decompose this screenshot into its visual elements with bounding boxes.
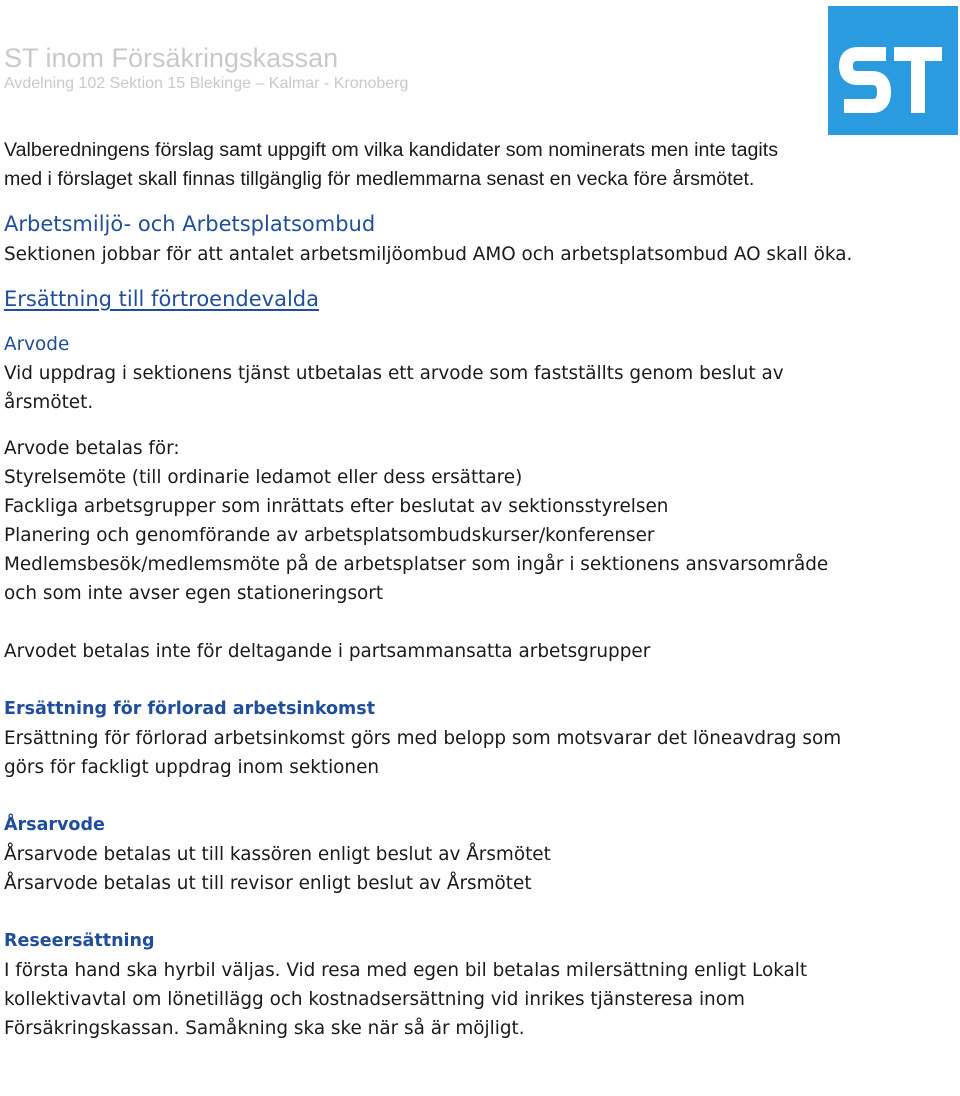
forlorad-text-1: Ersättning för förlorad arbetsinkomst görs med belopp som motsvarar det löneavdrag som (4, 728, 842, 749)
ersattning-heading: Ersättning till förtroendevalda (4, 287, 319, 311)
betalas-for-item: Fackliga arbetsgrupper som inrättats efter beslutat av sektionsstyrelsen (4, 496, 669, 517)
arsarvode-text-1: Årsarvode betalas ut till kassören enligt beslut av Årsmötet (4, 844, 551, 865)
org-subtitle: Avdelning 102 Sektion 15 Blekinge – Kalmar - Kronoberg (4, 75, 409, 92)
betalas-for-item: och som inte avser egen stationeringsort (4, 583, 384, 604)
forlorad-heading: Ersättning för förlorad arbetsinkomst (4, 699, 376, 719)
arvode-text-1: Vid uppdrag i sektionens tjänst utbetalas ett arvode som fastställts genom beslut av (4, 363, 784, 384)
arsarvode-text-2: Årsarvode betalas ut till revisor enligt beslut av Årsmötet (4, 873, 532, 894)
intro-line-1: Valberedningens förslag samt uppgift om vilka kandidater som nominerats men inte tagits (4, 139, 778, 161)
rese-heading: Reseersättning (4, 931, 155, 951)
ombud-heading: Arbetsmiljö- och Arbetsplatsombud (4, 212, 376, 236)
forlorad-text-2: görs för fackligt uppdrag inom sektionen (4, 757, 380, 778)
org-title: ST inom Försäkringskassan (4, 43, 339, 73)
betalas-for-item: Medlemsbesök/medlemsmöte på de arbetsplatser som ingår i sektionens ansvarsområde (4, 554, 829, 575)
betalas-for-item: Styrelsemöte (till ordinarie ledamot eller dess ersättare) (4, 467, 523, 488)
page-header (4, 42, 408, 94)
st-logo (828, 6, 958, 135)
rese-text-1: I första hand ska hyrbil väljas. Vid resa med egen bil betalas milersättning enligt Lokalt (4, 960, 808, 981)
betalas-for-heading: Arvode betalas för: (4, 438, 180, 459)
rese-text-3: Försäkringskassan. Samåkning ska ske när så är möjligt. (4, 1018, 525, 1039)
betalas-for-item: Planering och genomförande av arbetsplatsombudskurser/konferenser (4, 525, 655, 546)
rese-text-2: kollektivavtal om lönetillägg och kostnadsersättning vid inrikes tjänsteresa inom (4, 989, 745, 1010)
st-logo-icon (828, 6, 958, 135)
not-paid-text: Arvodet betalas inte för deltagande i partsammansatta arbetsgrupper (4, 641, 651, 662)
ombud-text: Sektionen jobbar för att antalet arbetsmiljöombud AMO och arbetsplatsombud AO skall öka. (4, 244, 853, 265)
document-body (4, 136, 954, 1043)
intro-line-2: med i förslaget skall finnas tillgänglig för medlemmarna senast en vecka före årsmötet. (4, 168, 755, 190)
arvode-heading: Arvode (4, 334, 70, 355)
arsarvode-heading: Årsarvode (4, 815, 105, 835)
arvode-text-2: årsmötet. (4, 392, 94, 413)
